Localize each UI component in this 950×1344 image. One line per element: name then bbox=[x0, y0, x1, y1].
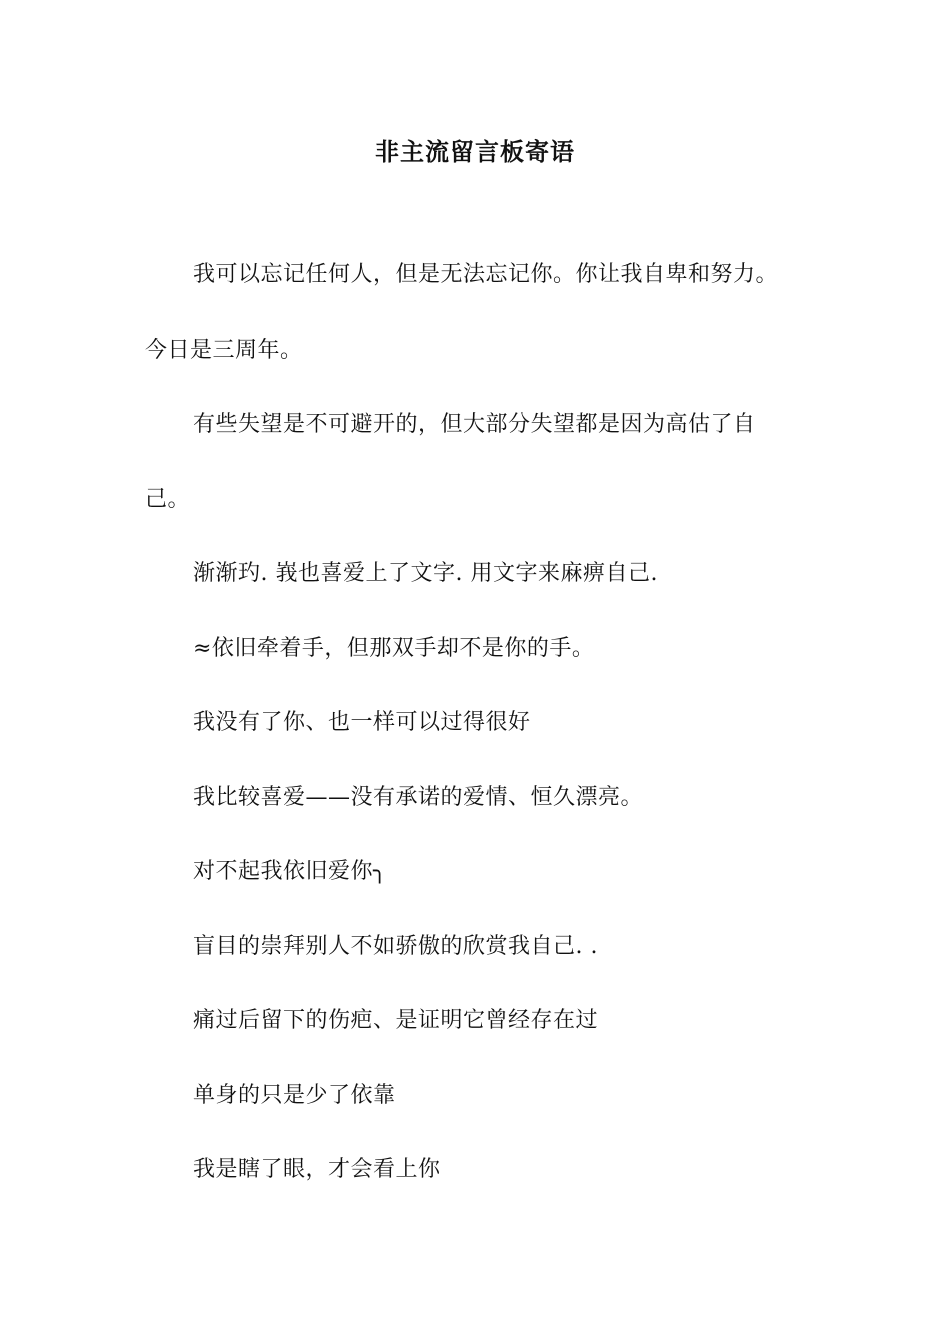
document-title: 非主流留言板寄语 bbox=[375, 137, 575, 166]
paragraph-line: 有些失望是不可避开的，但大部分失望都是因为高估了自 bbox=[193, 412, 756, 437]
paragraph-line: 我比较喜爱——没有承诺的爱情、恒久漂亮。 bbox=[193, 785, 644, 810]
paragraph-line: 痛过后留下的伤疤、是证明它曾经存在过 bbox=[193, 1008, 599, 1033]
paragraph-line: 渐渐玓. 峩也喜爱上了文字. 用文字来麻痹自己. bbox=[193, 561, 658, 586]
paragraph-line: 盲目的崇拜别人不如骄傲的欣赏我自己. . bbox=[193, 934, 598, 959]
paragraph-line: 单身的只是少了依靠 bbox=[193, 1083, 396, 1108]
paragraph-line: ≈依旧牵着手，但那双手却不是你的手。 bbox=[193, 636, 595, 661]
paragraph-line: 我是瞎了眼，才会看上你 bbox=[193, 1157, 441, 1182]
paragraph-line: 己。 bbox=[145, 487, 191, 512]
paragraph-line: 我没有了你、也一样可以过得很好 bbox=[193, 710, 531, 735]
paragraph-line: 我可以忘记任何人，但是无法忘记你。你让我自卑和努力。 bbox=[193, 262, 779, 287]
paragraph-line: 对不起我依旧爱你╮ bbox=[193, 859, 387, 884]
paragraph-line: 今日是三周年。 bbox=[145, 338, 303, 363]
